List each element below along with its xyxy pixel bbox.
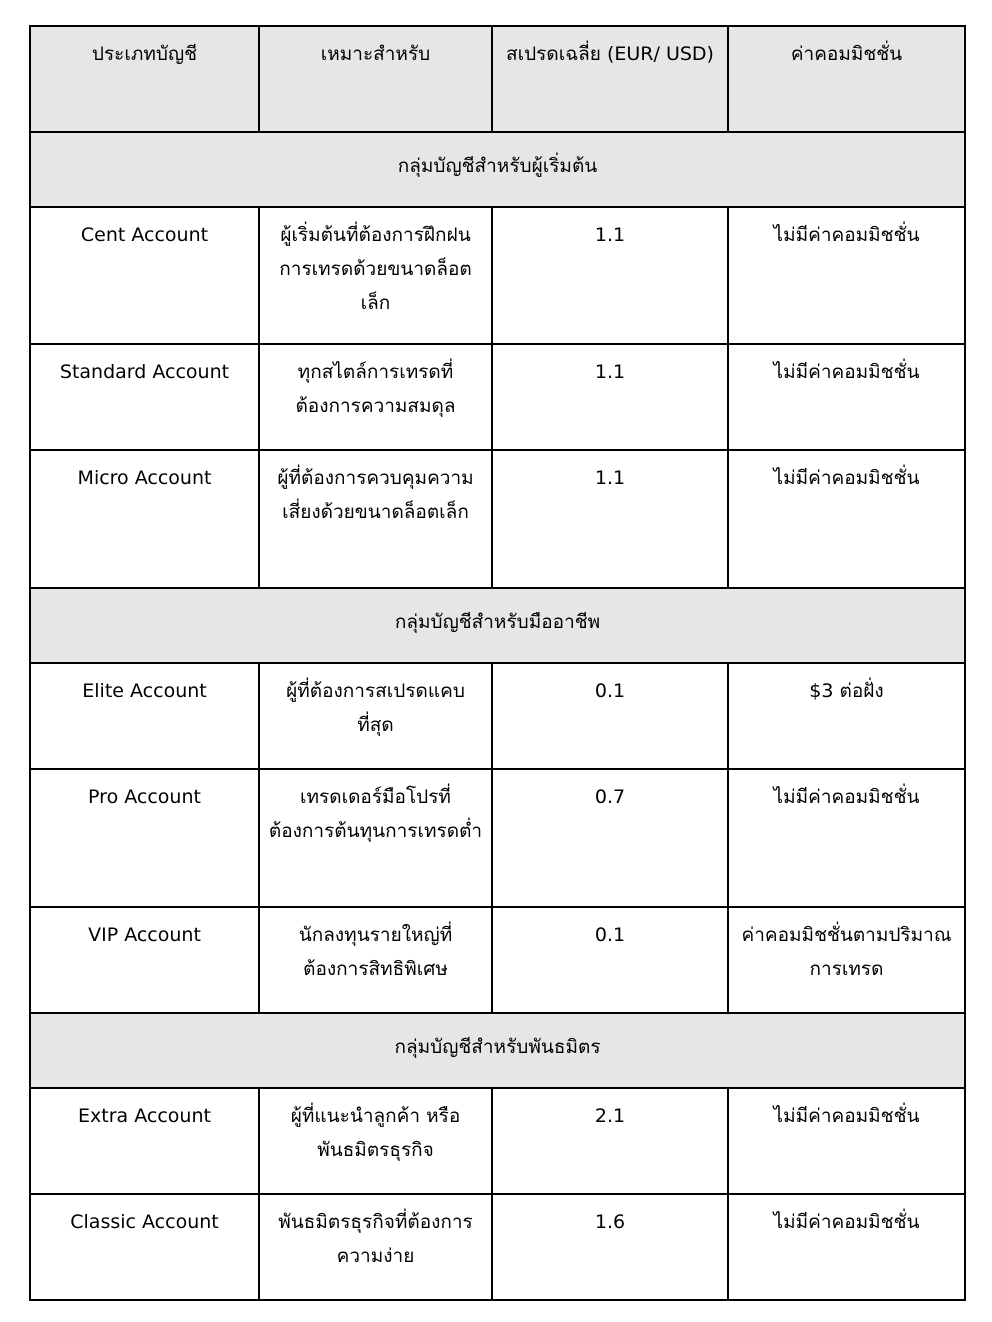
account-name: Classic Account bbox=[30, 1194, 259, 1300]
account-name: Micro Account bbox=[30, 450, 259, 588]
commission-cell: ไม่มีค่าคอมมิชชั่น bbox=[728, 1088, 965, 1194]
account-name: Pro Account bbox=[30, 769, 259, 907]
table-row bbox=[30, 1194, 965, 1300]
table-row bbox=[30, 907, 965, 1013]
commission-cell: ค่าคอมมิชชั่นตามปริมาณการเทรด bbox=[728, 907, 965, 1013]
header-account-type: ประเภทบัญชี bbox=[30, 26, 259, 132]
header-row bbox=[30, 26, 965, 132]
group-title: กลุ่มบัญชีสำหรับพันธมิตร bbox=[30, 1013, 965, 1088]
commission-cell: ไม่มีค่าคอมมิชชั่น bbox=[728, 450, 965, 588]
spread-cell: 2.1 bbox=[492, 1088, 728, 1194]
account-name: Standard Account bbox=[30, 344, 259, 450]
commission-cell: ไม่มีค่าคอมมิชชั่น bbox=[728, 769, 965, 907]
account-comparison-table bbox=[29, 25, 966, 1301]
spread-cell: 1.1 bbox=[492, 344, 728, 450]
table-row bbox=[30, 769, 965, 907]
table-row bbox=[30, 344, 965, 450]
spread-cell: 0.7 bbox=[492, 769, 728, 907]
commission-cell: ไม่มีค่าคอมมิชชั่น bbox=[728, 207, 965, 344]
spread-cell: 1.6 bbox=[492, 1194, 728, 1300]
group-title: กลุ่มบัญชีสำหรับผู้เริ่มต้น bbox=[30, 132, 965, 207]
suitable-for-cell: พันธมิตรธุรกิจที่ต้องการความง่าย bbox=[259, 1194, 492, 1300]
commission-cell: ไม่มีค่าคอมมิชชั่น bbox=[728, 1194, 965, 1300]
spread-cell: 1.1 bbox=[492, 207, 728, 344]
account-name: Extra Account bbox=[30, 1088, 259, 1194]
account-name: VIP Account bbox=[30, 907, 259, 1013]
spread-cell: 0.1 bbox=[492, 907, 728, 1013]
commission-cell: ไม่มีค่าคอมมิชชั่น bbox=[728, 344, 965, 450]
header-suitable-for: เหมาะสำหรับ bbox=[259, 26, 492, 132]
suitable-for-cell: ผู้ที่แนะนำลูกค้า หรือพันธมิตรธุรกิจ bbox=[259, 1088, 492, 1194]
suitable-for-cell: ผู้ที่ต้องการสเปรดแคบที่สุด bbox=[259, 663, 492, 769]
suitable-for-cell: ผู้ที่ต้องการควบคุมความเสี่ยงด้วยขนาดล็อตเล็ก bbox=[259, 450, 492, 588]
group-row-beginners bbox=[30, 132, 965, 207]
header-average-spread: สเปรดเฉลี่ย (EUR/ USD) bbox=[492, 26, 728, 132]
spread-cell: 0.1 bbox=[492, 663, 728, 769]
commission-cell: $3 ต่อฝั่ง bbox=[728, 663, 965, 769]
table-row bbox=[30, 450, 965, 588]
table-row bbox=[30, 1088, 965, 1194]
suitable-for-cell: ทุกสไตล์การเทรดที่ต้องการความสมดุล bbox=[259, 344, 492, 450]
table-row bbox=[30, 663, 965, 769]
spread-cell: 1.1 bbox=[492, 450, 728, 588]
group-row-professionals bbox=[30, 588, 965, 663]
group-row-partners bbox=[30, 1013, 965, 1088]
table-row bbox=[30, 207, 965, 344]
group-title: กลุ่มบัญชีสำหรับมืออาชีพ bbox=[30, 588, 965, 663]
suitable-for-cell: เทรดเดอร์มือโปรที่ต้องการต้นทุนการเทรดต่ำ bbox=[259, 769, 492, 907]
account-name: Cent Account bbox=[30, 207, 259, 344]
header-commission: ค่าคอมมิชชั่น bbox=[728, 26, 965, 132]
suitable-for-cell: นักลงทุนรายใหญ่ที่ต้องการสิทธิพิเศษ bbox=[259, 907, 492, 1013]
suitable-for-cell: ผู้เริ่มต้นที่ต้องการฝึกฝนการเทรดด้วยขนาดล็อตเล็ก bbox=[259, 207, 492, 344]
account-name: Elite Account bbox=[30, 663, 259, 769]
